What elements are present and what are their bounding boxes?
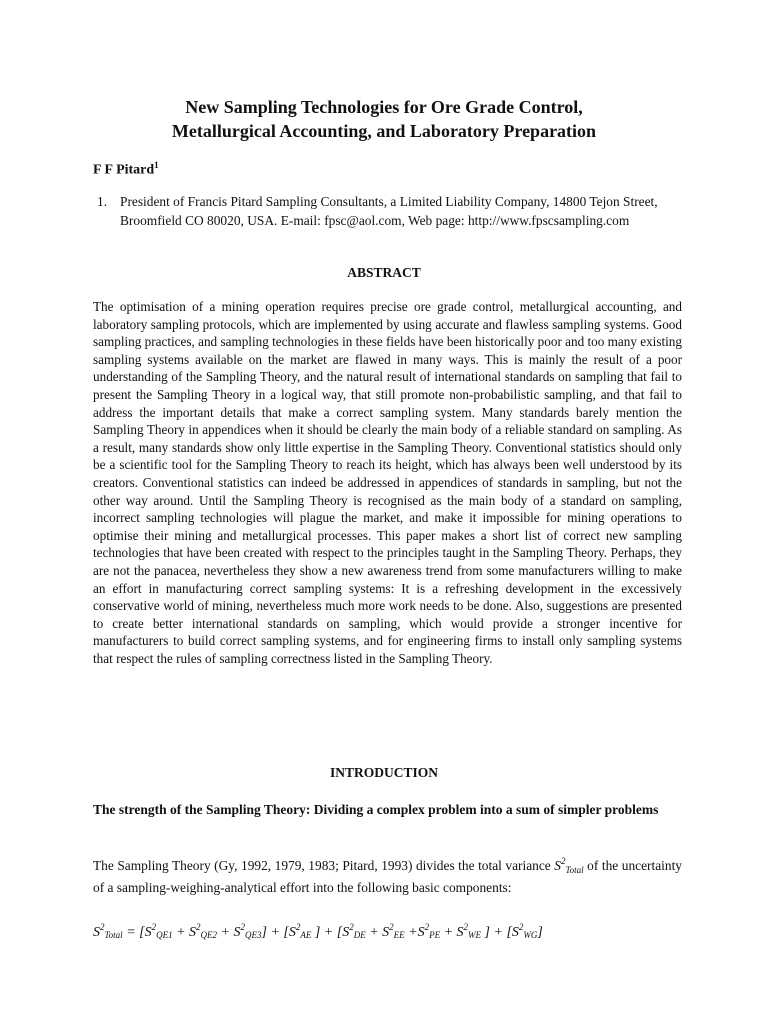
equation-term-sup: 2 xyxy=(240,922,245,932)
equation-term-sup: 2 xyxy=(389,922,394,932)
equation-term-text: + S xyxy=(172,925,197,940)
equation-term-text: + S xyxy=(365,925,390,940)
equation-term-sub: QE2 xyxy=(200,930,218,940)
affiliation-number: 1. xyxy=(97,194,108,209)
total-variance-symbol: S xyxy=(554,858,561,873)
equation-term-text: + S xyxy=(217,925,241,940)
equation-term-text: + S xyxy=(440,925,464,940)
affiliation-text: President of Francis Pitard Sampling Consultants, a Limited Liability Company, 14800 Tejon Street, Broomfield CO 80020, USA. E-mail: fpsc@aol.com, Web page: http://www.fpscsampling.com xyxy=(120,194,658,228)
equation-lhs-sub: Total xyxy=(104,930,123,940)
equation-term-sub: QE1 xyxy=(156,930,173,940)
equation-term-sub: PE xyxy=(429,930,441,940)
equation-term-text: ] + [S xyxy=(481,925,519,940)
introduction-heading: INTRODUCTION xyxy=(329,765,438,780)
paper-title xyxy=(60,95,708,143)
equation-term-sup: 2 xyxy=(295,922,301,932)
total-variance-sup: 2 xyxy=(560,856,566,866)
equation-lhs-symbol: S xyxy=(93,925,100,940)
equation-term-text: ] + [S xyxy=(311,925,350,940)
author-name xyxy=(93,160,159,179)
total-variance-sub: Total xyxy=(565,865,584,875)
equation-term-sub: WE xyxy=(468,930,482,940)
equation-term-sup: 2 xyxy=(196,922,201,932)
author-superscript: 1 xyxy=(154,160,159,170)
equation-term-text: +S xyxy=(404,925,425,940)
section-subheading: The strength of the Sampling Theory: Dividing a complex problem into a sum of simpler problems xyxy=(93,802,659,817)
equation-term-sup: 2 xyxy=(424,922,430,932)
equation-terms xyxy=(122,922,538,940)
introduction-paragraph xyxy=(93,852,682,897)
variance-equation xyxy=(93,922,693,941)
affiliation xyxy=(97,193,687,230)
equation-term-sub: WG xyxy=(523,930,538,940)
abstract-body: The optimisation of a mining operation requires precise ore grade control, metallurgical accounting, and laboratory sampling protocols, which are implemented by using accurate and flawless sampling systems. Good sampling practices, and sampling technologies in these fields have been historically poor and too many existing sampling systems available on the market are flawed in many ways. This is mainly the result of a poor understanding of the Sampling Theory, and the natural result of international standards on sampling that fail to present the Sampling Theory in a logical way, that still promote non-probabilistic sampling, and that fail to address the important details that make a correct sampling system. Many standards barely mention the Sampling Theory in appendices when it should be clearly the main body of a reliable standard on sampling. As a result, many standards show only little expertise in the Sampling Theory. Conventional statistics should only be a scientific tool for the Sampling Theory to reach its height, which has always been well understood by its creators. Conventional statistics can indeed be addressed in appendices of standards in sampling, but not the other way around. Until the Sampling Theory is recognised as the main body of a standard on sampling, incorrect sampling technologies will plague the market, and make it impossible for mining operations to optimise their mining and metallurgical processes. This paper makes a short list of correct new sampling technologies that have been created with respect to the principles taught in the Sampling Theory. Perhaps, they are not the panacea, nevertheless they show a new awareness trend from some manufacturers willing to make an effort in manufacturing correct sampling systems: It is a refreshing development in the excessively conservative world of mining, nevertheless much more work needs to be done. Also, suggestions are presented to create better international standards on sampling, which would provide a stronger incentive for manufacturers to build correct sampling systems, and for engineering firms to install only sampling systems that respect the rules of sampling correctness listed in the Sampling Theory. xyxy=(93,299,682,666)
intro-text-before: The Sampling Theory (Gy, 1992, 1979, 1983; Pitard, 1993) divides the total variance xyxy=(93,858,555,873)
equation-term-sub: DE xyxy=(353,930,366,940)
equation-term-sup: 2 xyxy=(463,922,469,932)
title-line-1: New Sampling Technologies for Ore Grade Control, xyxy=(185,97,583,117)
equation-term-sup: 2 xyxy=(518,922,524,932)
author-text: F F Pitard xyxy=(93,162,155,178)
intro-text-after: of the uncertainty of a sampling-weighing-analytical effort into the following basic components: xyxy=(93,858,682,895)
equation-term-sub: QE3 xyxy=(245,930,262,940)
abstract-heading: ABSTRACT xyxy=(347,265,421,280)
equation-term-sup: 2 xyxy=(151,922,157,932)
title-line-2: Metallurgical Accounting, and Laboratory Preparation xyxy=(171,121,597,141)
equation-term-text: = [S xyxy=(122,925,152,940)
equation-term-text: ] + [S xyxy=(261,925,296,940)
equation-term-sub: AE xyxy=(300,930,312,940)
equation-closing: ] xyxy=(537,925,543,940)
equation-lhs-sup: 2 xyxy=(100,922,105,932)
equation-term-sub: EE xyxy=(393,930,405,940)
equation-term-sup: 2 xyxy=(349,922,354,932)
